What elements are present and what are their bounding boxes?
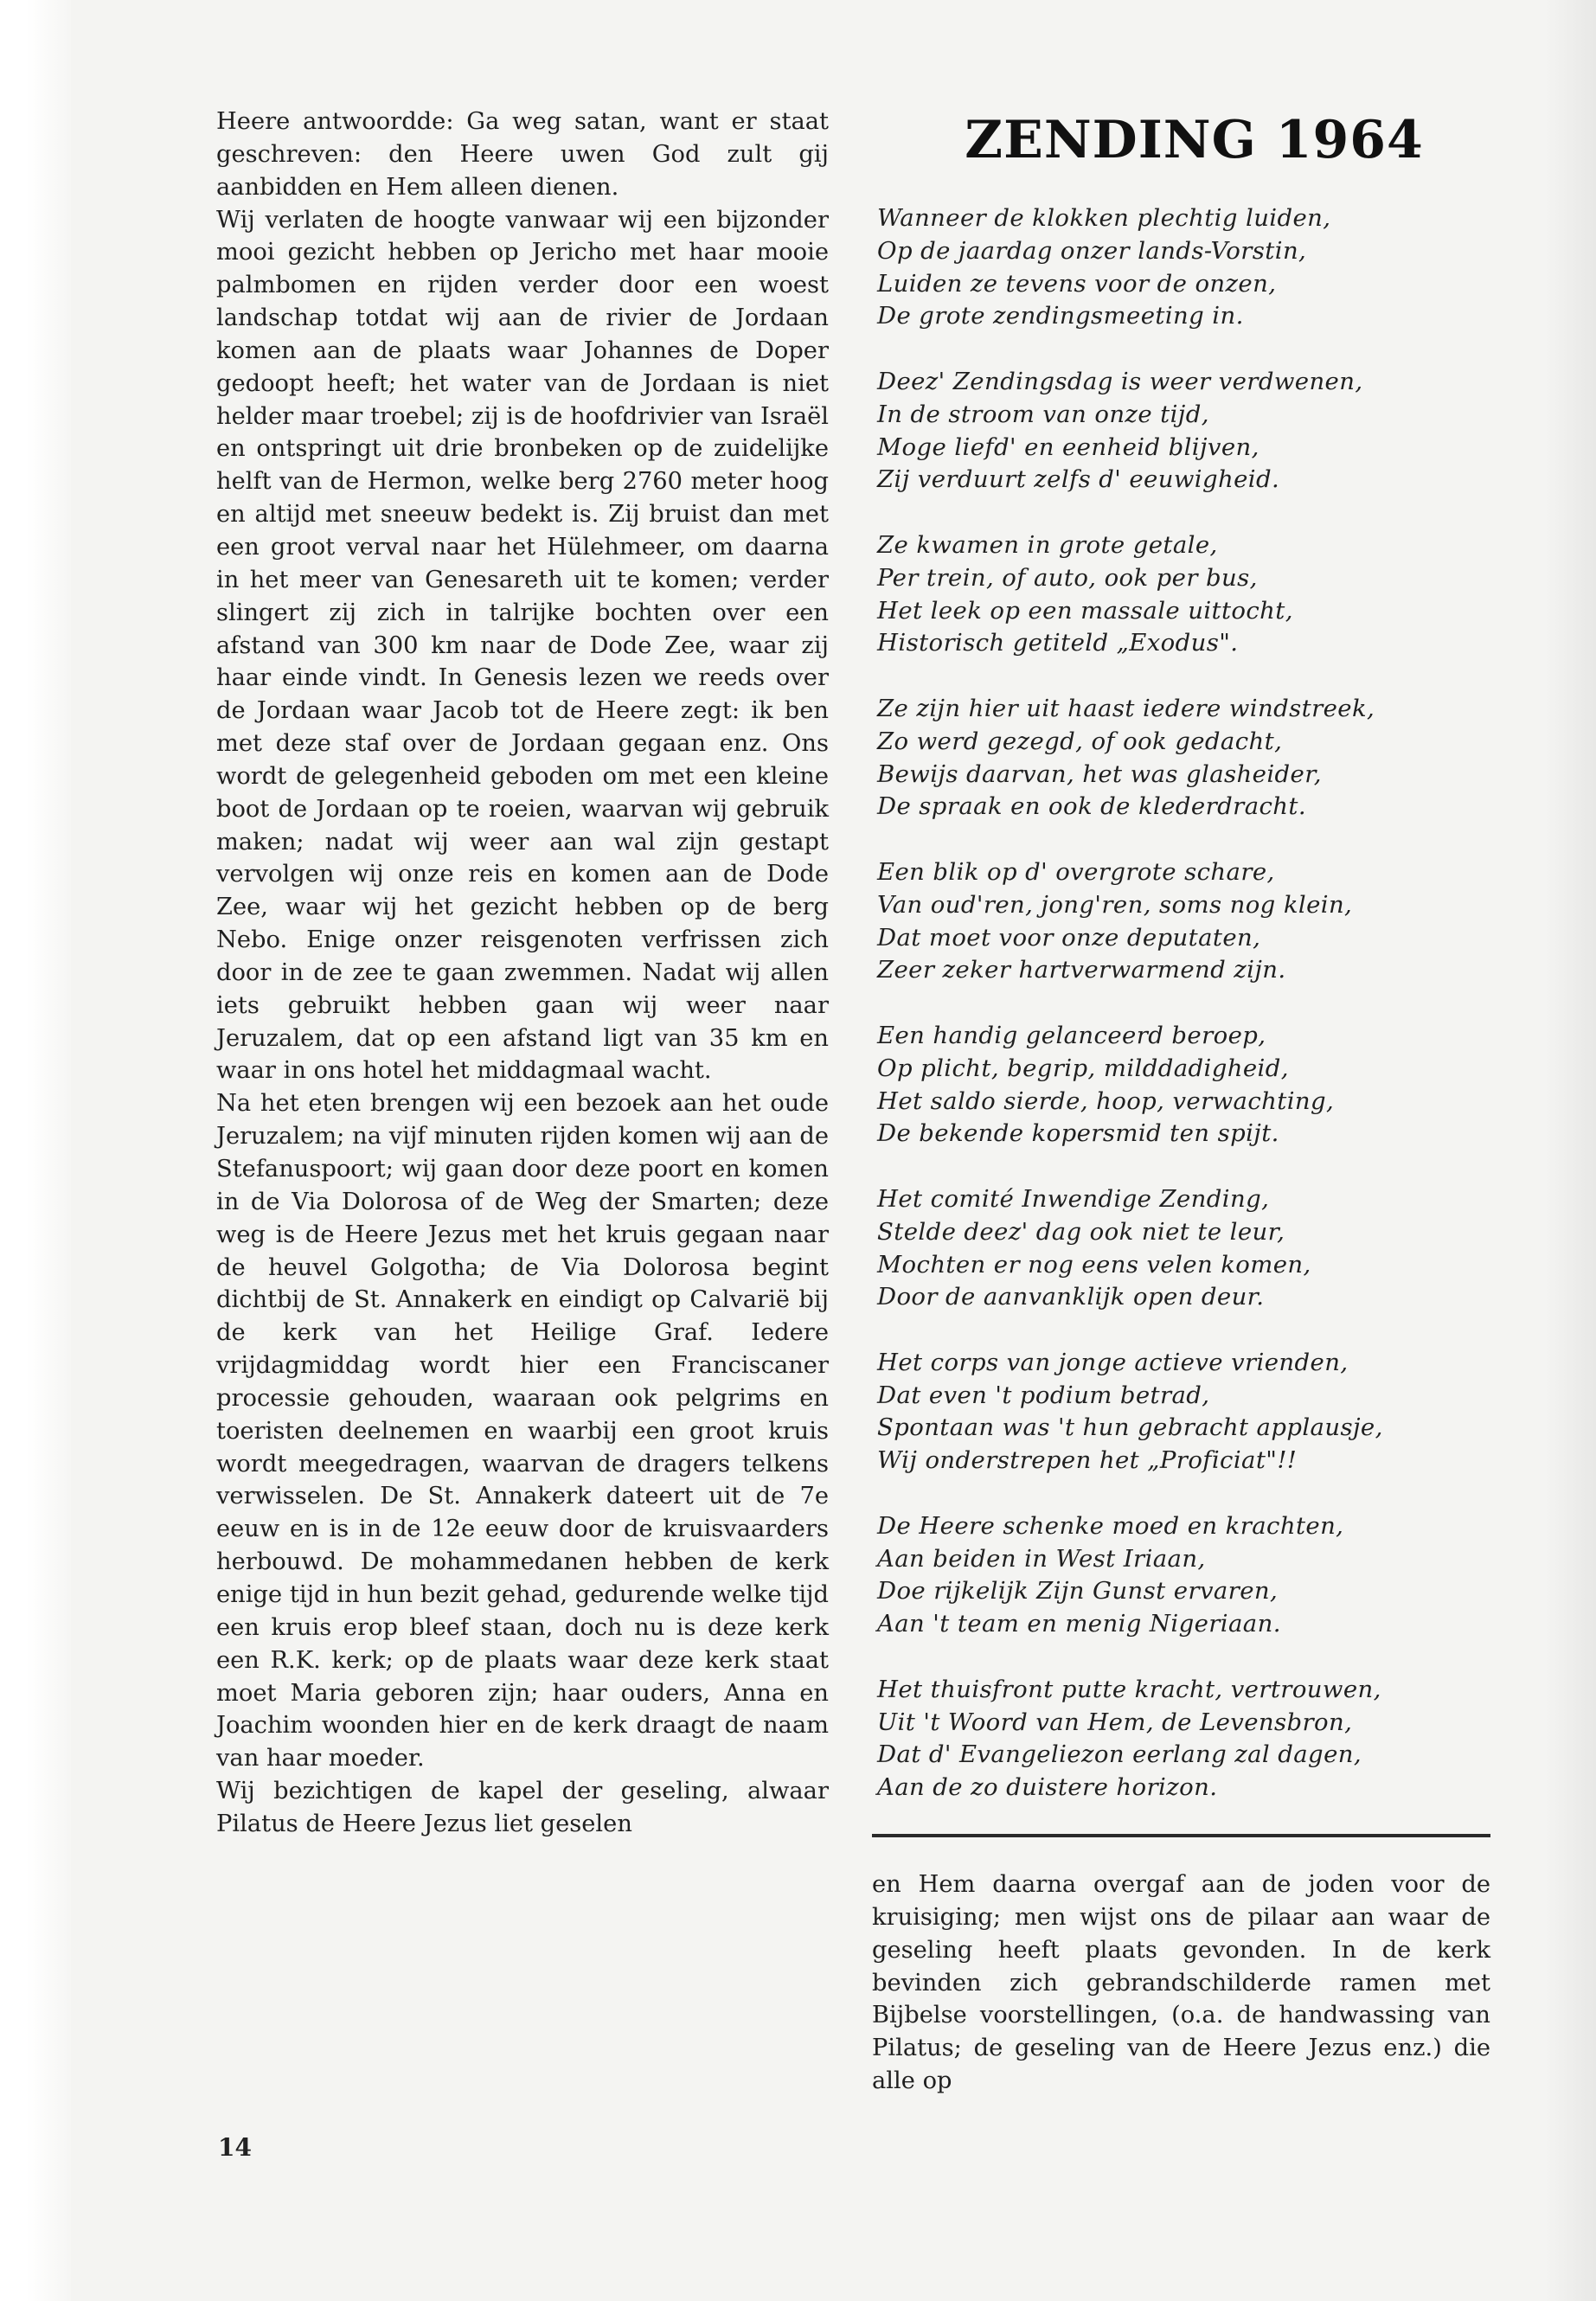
- poem-line: Mochten er nog eens velen komen,: [877, 1250, 1311, 1279]
- poem-line: De spraak en ook de klederdracht.: [877, 792, 1306, 821]
- poem-stanza: [872, 693, 1490, 824]
- poem-line: Zeer zeker hartverwarmend zijn.: [877, 956, 1286, 984]
- poem-line: Wij onderstrepen het „Proficiat"!!: [877, 1446, 1298, 1475]
- poem-stanza: [872, 1183, 1490, 1314]
- paragraph-continuation: en Hem daarna overgaf aan de joden voor de kruisiging; men wijst ons de pilaar aan waar de geseling heeft plaats gevonden. In de kerk bevinden zich gebrandschilderde ramen met Bijbelse voorstellingen, (o.a. de handwassing van Pilatus; de geseling van de Heere Jezus enz.) die alle op: [872, 1871, 1490, 2095]
- scan-edge-left: [0, 0, 71, 2301]
- poem-line: Uit 't Woord van Hem, de Levensbron,: [877, 1708, 1353, 1736]
- scan-edge-right: [1544, 0, 1596, 2301]
- poem-line: Dat even 't podium betrad,: [877, 1381, 1210, 1409]
- poem-line: Ze kwamen in grote getale,: [877, 530, 1218, 559]
- poem-stanza: [872, 1674, 1490, 1804]
- poem-line: Zij verduurt zelfs d' eeuwigheid.: [877, 465, 1280, 494]
- poem-line: Doe rijkelijk Zijn Gunst ervaren,: [877, 1577, 1279, 1606]
- paragraph-kapel-geseling: Wij bezichtigen de kapel der geseling, alwaar Pilatus de Heere Jezus liet geselen: [216, 1778, 829, 1837]
- poem-line: Het thuisfront putte kracht, vertrouwen,: [877, 1675, 1381, 1703]
- poem-line: Historisch getiteld „Exodus".: [877, 629, 1239, 657]
- poem-line: Het leek op een massale uittocht,: [877, 596, 1293, 625]
- poem-line: Op plicht, begrip, milddadigheid,: [877, 1054, 1289, 1082]
- poem-line: Luiden ze tevens voor de onzen,: [877, 269, 1277, 298]
- poem-stanza: [872, 1510, 1490, 1641]
- poem-line: Het corps van jonge actieve vrienden,: [877, 1348, 1349, 1376]
- poem-line: Stelde deez' dag ook niet te leur,: [877, 1217, 1285, 1246]
- poem-line: Wanneer de klokken plechtig luiden,: [877, 204, 1331, 232]
- poem-line: Dat d' Evangeliezon eerlang zal dagen,: [877, 1740, 1362, 1769]
- poem-stanza: [872, 529, 1490, 660]
- poem-line: Zo werd gezegd, of ook gedacht,: [877, 727, 1283, 755]
- poem-stanza: [872, 1347, 1490, 1477]
- poem-stanza: [872, 1020, 1490, 1150]
- paragraph-via-dolorosa: Na het eten brengen wij een bezoek aan het oude Jeruzalem; na vijf minuten rijden komen wij aan de Stefanuspoort; wij gaan door deze poort en komen in de Via Dolorosa of de Weg der Smarten; deze weg is de Heere Jezus met het kruis gegaan naar de heuvel Golgotha; de Via Dolorosa begint dichtbij de St. Annakerk en eindigt op Calvarië bij de kerk van het Heilige Graf. Iedere vrijdagmiddag wordt hier een Franciscaner processie gehouden, waaraan ook pelgrims en toeristen deelnemen en waarbij een groot kruis wordt meegedragen, waarvan de dragers telkens verwisselen. De St. Annakerk dateert uit de 7e eeuw en is in de 12e eeuw door de kruisvaarders herbouwd. De mohammedanen hebben de kerk enige tijd in hun bezit gehad, gedurende welke tijd een kruis erop bleef staan, doch nu is deze kerk een R.K. kerk; op de plaats waar deze kerk staat moet Maria geboren zijn; haar ouders, Anna en Joachim woonden hier en de kerk draagt de naam van haar moeder.: [216, 1090, 829, 1772]
- poem-stanza: [872, 366, 1490, 497]
- poem-stanza: [872, 856, 1490, 987]
- poem-line: Ze zijn hier uit haast iedere windstreek,: [877, 694, 1375, 722]
- poem-line: Een blik op d' overgrote schare,: [877, 857, 1275, 886]
- poem-line: De grote zendingsmeeting in.: [877, 302, 1244, 330]
- poem-line: Bewijs daarvan, het was glasheider,: [877, 760, 1322, 788]
- poem-line: De bekende kopersmid ten spijt.: [877, 1119, 1279, 1148]
- poem-line: Door de aanvanklijk open deur.: [877, 1283, 1265, 1311]
- right-column: [872, 106, 1490, 2098]
- left-column: [216, 106, 829, 1841]
- poem-line: Dat moet voor onze deputaten,: [877, 923, 1261, 952]
- paragraph-satan: Heere antwoordde: Ga weg satan, want er staat geschreven: den Heere uwen God zult gij aanbidden en Hem alleen dienen.: [216, 108, 829, 201]
- poem-line: Aan de zo duistere horizon.: [877, 1773, 1218, 1802]
- poem-line: Aan beiden in West Iriaan,: [877, 1544, 1206, 1573]
- poem-line: Op de jaardag onzer lands-Vorstin,: [877, 236, 1307, 265]
- poem-title: ZENDING 1964: [965, 110, 1424, 170]
- section-divider-rule: [872, 1834, 1490, 1837]
- poem-stanza: [872, 202, 1490, 333]
- poem-line: Spontaan was 't hun gebracht applausje,: [877, 1413, 1383, 1442]
- poem-line: Per trein, of auto, ook per bus,: [877, 563, 1258, 592]
- poem-line: Deez' Zendingsdag is weer verdwenen,: [877, 367, 1363, 395]
- poem-line: Van oud'ren, jong'ren, soms nog klein,: [877, 890, 1353, 919]
- poem-line: Een handig gelanceerd beroep,: [877, 1021, 1266, 1049]
- poem-line: De Heere schenke moed en krachten,: [877, 1511, 1344, 1540]
- poem-line: Het comité Inwendige Zending,: [877, 1184, 1270, 1213]
- page-number: 14: [218, 2133, 252, 2162]
- poem-line: Het saldo sierde, hoop, verwachting,: [877, 1086, 1335, 1115]
- poem-line: In de stroom van onze tijd,: [877, 400, 1209, 428]
- poem-line: Moge liefd' en eenheid blijven,: [877, 433, 1259, 461]
- paragraph-jordaan: Wij verlaten de hoogte vanwaar wij een bijzonder mooi gezicht hebben op Jericho met haar mooie palmbomen en rijden verder door een woest landschap totdat wij aan de rivier de Jordaan komen aan de plaats waar Johannes de Doper gedoopt heeft; het water van de Jordaan is niet helder maar troebel; zij is de hoofdrivier van Israël en ontspringt uit drie bronbeken op de zuidelijke helft van de Hermon, welke berg 2760 meter hoog en altijd met sneeuw bedekt is. Zij bruist dan met een groot verval naar het Hülehmeer, om daarna in het meer van Genesareth uit te komen; verder slingert zij zich in talrijke bochten over een afstand van 300 km naar de Dode Zee, waar zij haar einde vindt. In Genesis lezen we reeds over de Jordaan waar Jacob tot de Heere zegt: ik ben met deze staf over de Jordaan gegaan enz. Ons wordt de gelegenheid geboden om met een kleine boot de Jordaan op te roeien, waarvan wij gebruik maken; nadat wij weer aan wal zijn gestapt vervolgen wij onze reis en komen aan de Dode Zee, waar wij het gezicht hebben op de berg Nebo. Enige onzer reisgenoten verfrissen zich door in de zee te gaan zwemmen. Nadat wij allen iets gebruikt hebben gaan wij weer naar Jeruzalem, dat op een afstand ligt van 35 km en waar in ons hotel het middagmaal wacht.: [216, 206, 829, 1085]
- poem-line: Aan 't team en menig Nigeriaan.: [877, 1610, 1281, 1638]
